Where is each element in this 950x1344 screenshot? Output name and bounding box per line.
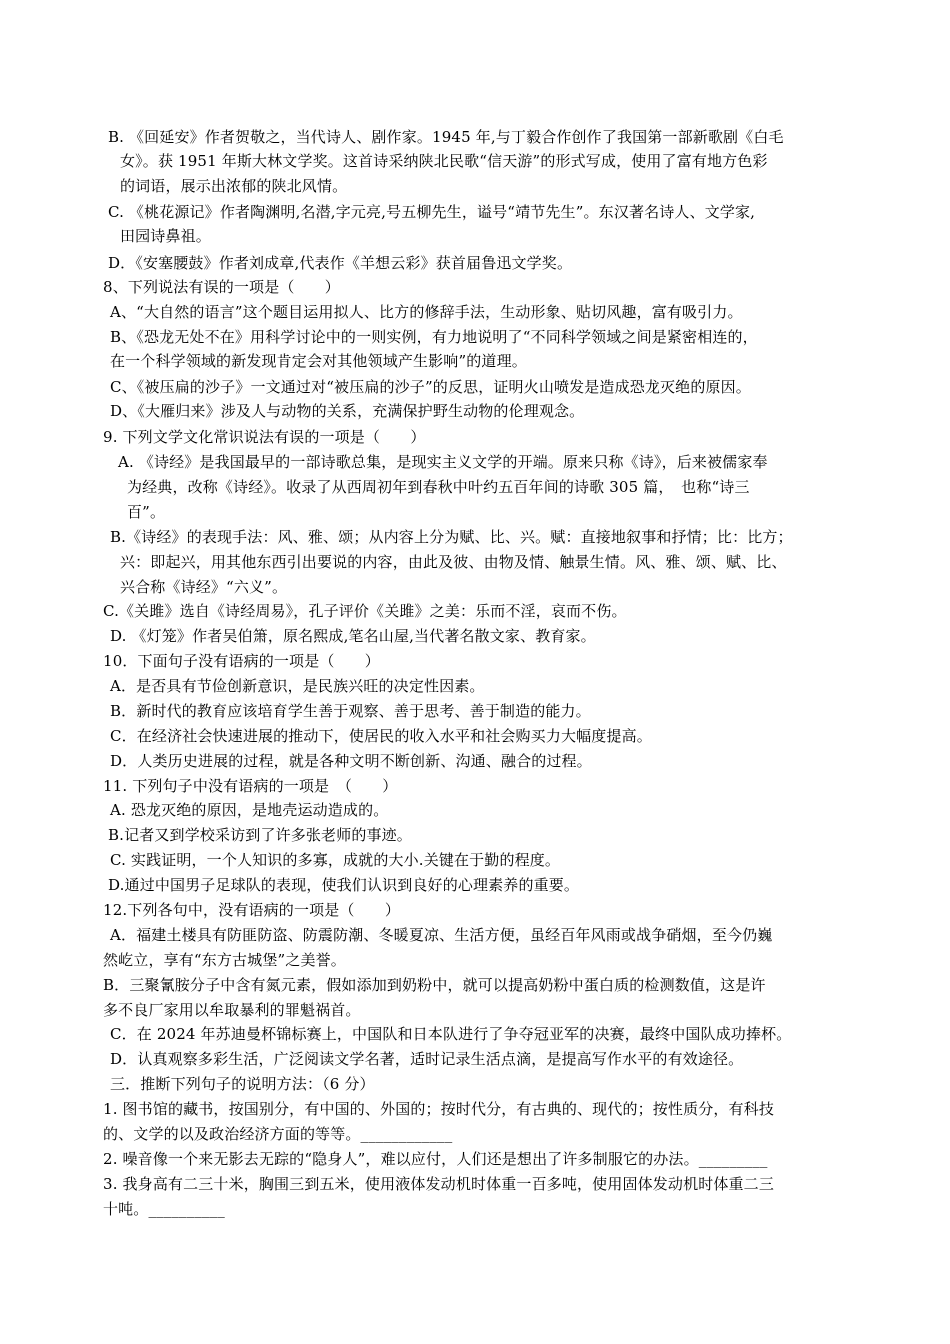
option-line: A. 《诗经》是我国最早的一部诗歌总集，是现实主义文学的开端。原来只称《诗》，后来被儒家奉 bbox=[118, 453, 768, 471]
option-line: A. 恐龙灭绝的原因，是地壳运动造成的。 bbox=[110, 801, 389, 819]
question-line: 2. 噪音像一个来无影去无踪的“隐身人”，难以应付，人们还是想出了许多制服它的办法。_________ bbox=[103, 1150, 768, 1168]
option-line: A、“大自然的语言”这个题目运用拟人、比方的修辞手法，生动形象、贴切风趣，富有吸引力。 bbox=[110, 303, 743, 321]
question-heading: 10．下面句子没有语病的一项是（ ） bbox=[103, 652, 380, 670]
option-line: D．人类历史进展的过程，就是各种文明不断创新、沟通、融合的过程。 bbox=[110, 752, 592, 770]
option-line: B．三聚氰胺分子中含有氮元素，假如添加到奶粉中，就可以提高奶粉中蛋白质的检测数值，这是许 bbox=[103, 976, 766, 994]
question-line: 3. 我身高有二三十米，胸围三到五米，使用液体发动机时体重一百多吨，使用固体发动机时体重二三 bbox=[103, 1175, 774, 1193]
text-line: 田园诗鼻祖。 bbox=[120, 227, 211, 245]
option-line: C.《关雎》选自《诗经周易》，孔子评价《关雎》之美：乐而不淫，哀而不伤。 bbox=[103, 602, 627, 620]
text-line: 的词语，展示出浓郁的陕北风情。 bbox=[120, 177, 348, 195]
text-line: C. 《桃花源记》作者陶渊明,名潜,字元亮,号五柳先生，谥号“靖节先生”。东汉著名诗人、文学家, bbox=[108, 203, 756, 221]
option-line: 然屹立，享有“东方古城堡”之美誉。 bbox=[103, 951, 346, 969]
option-line: B、《恐龙无处不在》用科学讨论中的一则实例，有力地说明了“不同科学领域之间是紧密相连的， bbox=[110, 328, 758, 346]
option-line: 兴：即起兴，用其他东西引出要说的内容，由此及彼、由物及情、触景生情。风、雅、颂、赋、比、 bbox=[120, 553, 787, 571]
option-line: A．福建土楼具有防匪防盗、防震防潮、冬暖夏凉、生活方便，虽经百年风雨或战争硝烟，至今仍巍 bbox=[110, 926, 773, 944]
option-line: 为经典，改称《诗经》。收录了从西周初年到春秋中叶约五百年间的诗歌 305 篇， 也称“诗三 bbox=[127, 478, 750, 496]
option-line: D．认真观察多彩生活，广泛阅读文学名著，适时记录生活点滴，是提高写作水平的有效途径。 bbox=[110, 1050, 744, 1068]
option-line: 多不良厂家用以牟取暴利的罪魁祸首。 bbox=[103, 1001, 361, 1019]
text-line: 女》。获 1951 年斯大林文学奖。这首诗采纳陕北民歌“信天游”的形式写成，使用了富有地方色彩 bbox=[120, 152, 768, 170]
question-heading: 9. 下列文学文化常识说法有误的一项是（ ） bbox=[103, 428, 426, 446]
text-line: D．《安塞腰鼓》作者刘成章,代表作《羊想云彩》获首届鲁迅文学奖。 bbox=[108, 254, 573, 272]
option-line: 兴合称《诗经》“六义”。 bbox=[120, 578, 288, 596]
option-line: 在一个科学领域的新发现肯定会对其他领域产生影响”的道理。 bbox=[110, 352, 527, 370]
option-line: B.《诗经》的表现手法：风、雅、颂；从内容上分为赋、比、兴。赋：直接地叙事和抒情；比：比方； bbox=[110, 528, 793, 546]
question-line: 1. 图书馆的藏书，按国别分，有中国的、外国的；按时代分，有古典的、现代的；按性质分，有科技 bbox=[103, 1100, 774, 1118]
question-line: 十吨。__________ bbox=[103, 1200, 225, 1218]
option-line: B.记者又到学校采访到了许多张老师的事迹。 bbox=[108, 826, 412, 844]
option-line: C、《被压扁的沙子》一文通过对“被压扁的沙子”的反思，证明火山喷发是造成恐龙灭绝的原因。 bbox=[110, 378, 751, 396]
option-line: C．在 2024 年苏迪曼杯锦标赛上，中国队和日本队进行了争夺冠亚军的决赛，最终中国队成功捧杯。 bbox=[110, 1025, 792, 1043]
question-heading: 11. 下列句子中没有语病的一项是 （ ） bbox=[103, 777, 398, 795]
text-line: B. 《回延安》作者贺敬之，当代诗人、剧作家。1945 年,与丁毅合作创作了我国第一部新歌剧《白毛 bbox=[108, 128, 784, 146]
option-line: A．是否具有节俭创新意识，是民族兴旺的决定性因素。 bbox=[110, 677, 485, 695]
section-heading: 三．推断下列句子的说明方法：（6 分） bbox=[110, 1075, 375, 1093]
option-line: B．新时代的教育应该培育学生善于观察、善于思考、善于制造的能力。 bbox=[110, 702, 591, 720]
option-line: D.通过中国男子足球队的表现，使我们认识到良好的心理素养的重要。 bbox=[108, 876, 580, 894]
question-heading: 12.下列各句中，没有语病的一项是（ ） bbox=[103, 901, 401, 919]
option-line: D. 《灯笼》作者吴伯箫，原名熙成,笔名山屋,当代著名散文家、教育家。 bbox=[110, 627, 596, 645]
question-heading: 8、下列说法有误的一项是（ ） bbox=[103, 278, 340, 296]
option-line: 百”。 bbox=[127, 503, 166, 521]
question-line: 的、文学的以及政治经济方面的等等。____________ bbox=[103, 1125, 453, 1143]
option-line: C. 实践证明，一个人知识的多寡，成就的大小.关键在于勤的程度。 bbox=[110, 851, 561, 869]
option-line: D、《大雁归来》涉及人与动物的关系，充满保护野生动物的伦理观念。 bbox=[110, 402, 585, 420]
option-line: C．在经济社会快速进展的推动下，使居民的收入水平和社会购买力大幅度提高。 bbox=[110, 727, 652, 745]
